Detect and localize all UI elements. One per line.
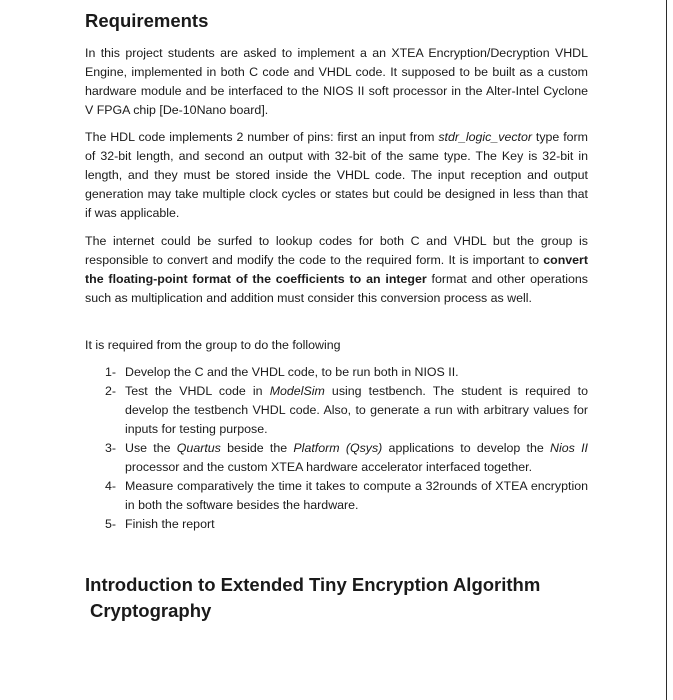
stdr-logic-vector-term: stdr_logic_vector <box>438 130 533 144</box>
task-number: 2- <box>105 384 117 398</box>
task-number: 3- <box>105 441 117 455</box>
task-item <box>105 382 588 439</box>
task-text: Develop the C and the VHDL code, to be run both in NIOS II. <box>125 365 459 379</box>
paragraph-hdl-pins: The HDL code implements 2 number of pins: first an input from stdr_logic_vector type form of 32-bit length, and second an output with 32-bit of the same type. The Key is 32-bit in length, and they must be stored inside the VHDL code. The input reception and output generation may take multiple clock cycles or states but could be designed in less than that if was applicable. <box>85 130 588 220</box>
task-item <box>105 515 588 534</box>
introduction-heading-line2: Cryptography <box>90 600 212 621</box>
page-edge-line <box>666 0 667 700</box>
conversion-emphasis: convert the floating-point format of the coefficients to an integer <box>85 253 588 286</box>
task-item <box>105 477 588 515</box>
task-text: Test the VHDL code in ModelSim using testbench. The student is required to develop the testbench VHDL code. Also, to generate a run with arbitrary values for inputs for testing purpose. <box>125 384 588 436</box>
task-item <box>105 439 588 477</box>
task-number: 4- <box>105 479 117 493</box>
requirements-heading: Requirements <box>85 10 209 31</box>
paragraph-conversion: The internet could be surfed to lookup codes for both C and VHDL but the group is responsible to convert and modify the code to the required form. It is important to convert the floating-point format of the coefficients to an integer format and other operations such as multiplication and addition must consider this conversion process as well. <box>85 234 588 305</box>
task-number: 1- <box>105 365 117 379</box>
introduction-heading-line1: Introduction to Extended Tiny Encryption Algorithm <box>85 574 541 595</box>
task-text: Use the Quartus beside the Platform (Qsys) applications to develop the Nios II processor and the custom XTEA hardware accelerator interfaced together. <box>125 441 588 474</box>
task-text: Finish the report <box>125 517 215 531</box>
task-number: 5- <box>105 517 117 531</box>
task-list <box>105 363 588 534</box>
paragraph-task-lead: It is required from the group to do the following <box>85 338 341 352</box>
task-text: Measure comparatively the time it takes to compute a 32rounds of XTEA encryption in both the software besides the hardware. <box>125 479 588 512</box>
task-item <box>105 363 588 382</box>
paragraph-intro: In this project students are asked to implement a an XTEA Encryption/Decryption VHDL Engine, implemented in both C code and VHDL code. It supposed to be built as a custom hardware module and be interfaced to the NIOS II soft processor in the Alter-Intel Cyclone V FPGA chip [De-10Nano board]. <box>85 46 588 117</box>
introduction-heading <box>85 572 555 624</box>
